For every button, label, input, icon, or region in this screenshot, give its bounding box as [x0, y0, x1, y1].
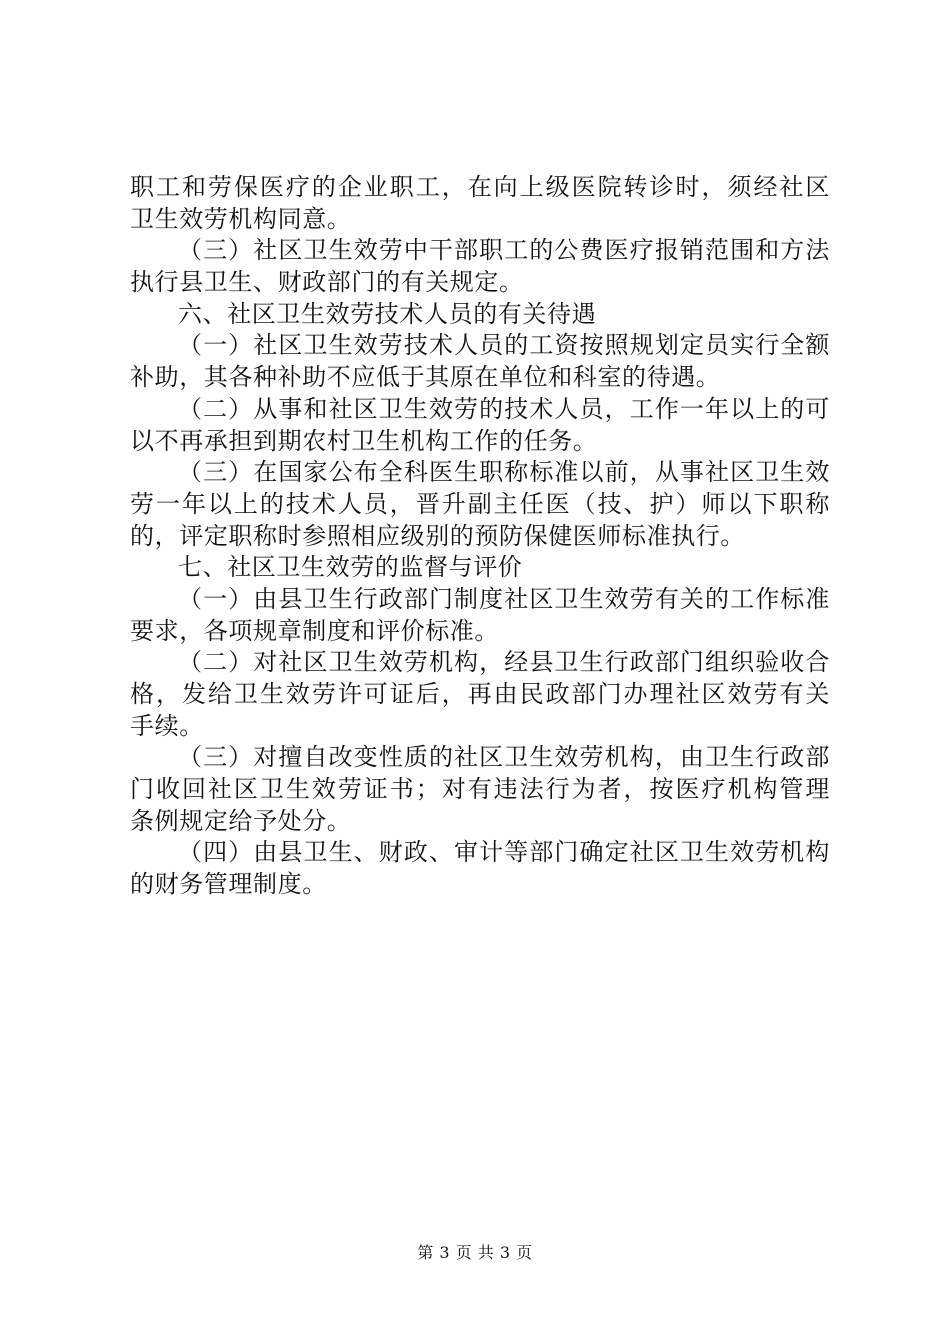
body-line: 执行县卫生、财政部门的有关规定。	[130, 268, 524, 297]
section-heading: 六、社区卫生效劳技术人员的有关待遇	[178, 299, 597, 328]
body-line: 门收回社区卫生效劳证书；对有违法行为者，按医疗机构管理	[130, 775, 830, 804]
body-line: 条例规定给予处分。	[130, 806, 352, 835]
paragraph-start-line: （二）对社区卫生效劳机构，经县卫生行政部门组织验收合	[178, 648, 830, 677]
paragraph-start-line: （三）在国家公布全科医生职称标准以前，从事社区卫生效	[178, 458, 830, 487]
body-line: 卫生效劳机构同意。	[130, 204, 352, 233]
body-line: 的，评定职称时参照相应级别的预防保健医师标准执行。	[130, 521, 745, 550]
body-line: 劳一年以上的技术人员，晋升副主任医（技、护）师以下职称	[130, 489, 830, 518]
paragraph-start-line: （二）从事和社区卫生效劳的技术人员，工作一年以上的可	[178, 394, 830, 423]
section-heading: 七、社区卫生效劳的监督与评价	[178, 553, 523, 582]
body-line: 的财务管理制度。	[130, 870, 327, 899]
page-number-footer: 第 3 页 共 3 页	[417, 1243, 533, 1262]
body-line: 手续。	[130, 711, 204, 740]
paragraph-start-line: （一）社区卫生效劳技术人员的工资按照规划定员实行全额	[178, 331, 830, 360]
paragraph-start-line: （四）由县卫生、财政、审计等部门确定社区卫生效劳机构	[178, 838, 830, 867]
document-body	[130, 172, 830, 901]
paragraph-start-line: （三）社区卫生效劳中干部职工的公费医疗报销范围和方法	[178, 236, 830, 265]
body-line: 要求，各项规章制度和评价标准。	[130, 616, 499, 645]
paragraph-start-line: （一）由县卫生行政部门制度社区卫生效劳有关的工作标准	[178, 584, 830, 613]
body-line: 以不再承担到期农村卫生机构工作的任务。	[130, 426, 598, 455]
body-line: 职工和劳保医疗的企业职工，在向上级医院转诊时，须经社区	[130, 173, 830, 201]
paragraph-start-line: （三）对擅自改变性质的社区卫生效劳机构，由卫生行政部	[178, 743, 830, 772]
body-line: 补助，其各种补助不应低于其原在单位和科室的待遇。	[130, 363, 721, 392]
body-line: 格，发给卫生效劳许可证后，再由民政部门办理社区效劳有关	[130, 680, 830, 708]
